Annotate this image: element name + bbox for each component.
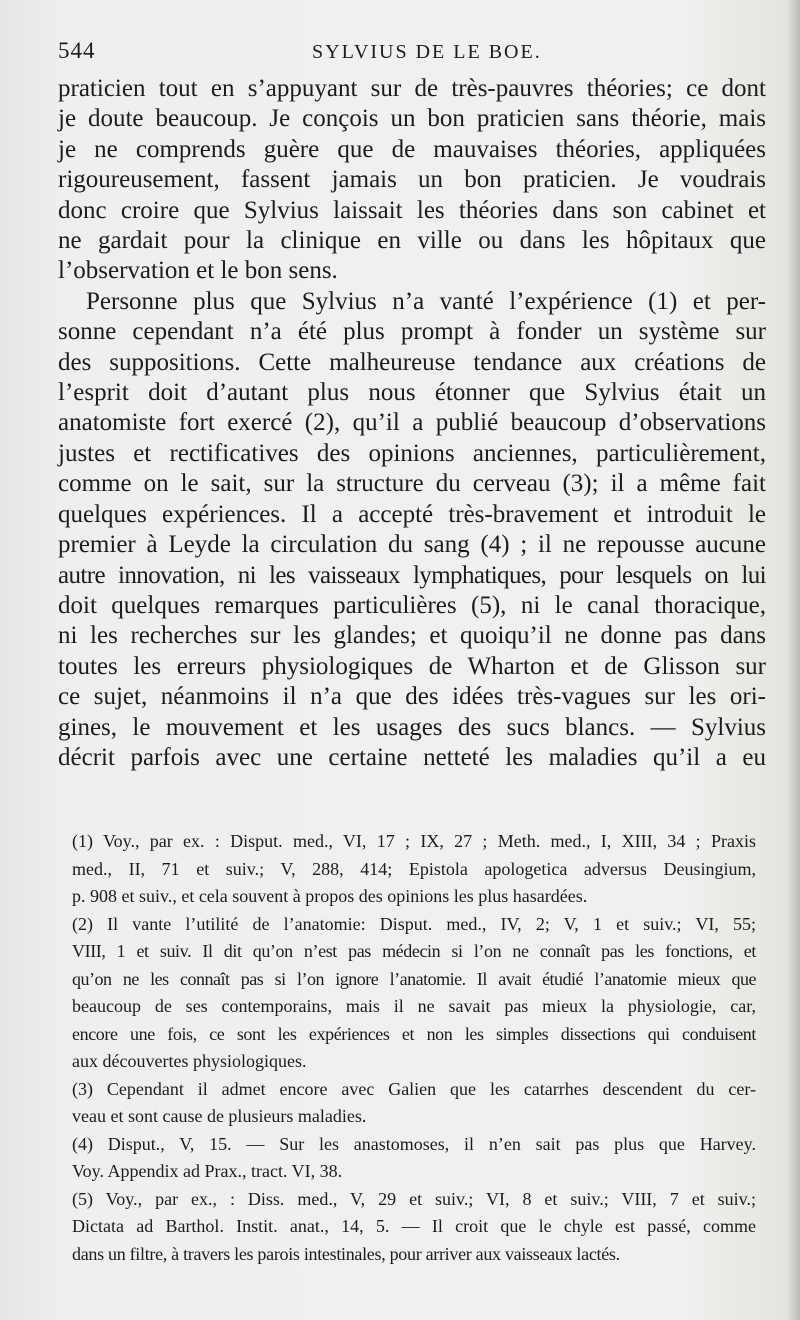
footnote-line: beaucoup de ses contemporains, mais il ne savait pas mieux la physiologie, car, xyxy=(72,996,756,1016)
footnote-line: med., II, 71 et suiv.; V, 288, 414; Epistola apologetica adversus Deusingium, xyxy=(72,858,756,879)
text-line: quelques expériences. Il a accepté très-bravement et introduit le xyxy=(58,500,766,528)
footnote-line: (5) Voy., par ex., : Diss. med., V, 29 et suiv.; VI, 8 et suiv.; VIII, 7 et suiv.; xyxy=(72,1188,756,1209)
text-line: l’esprit doit d’autant plus nous étonner que Sylvius était un xyxy=(58,379,766,407)
text-line: je doute beaucoup. Je conçois un bon praticien sans théorie, mais xyxy=(58,105,766,133)
text-line: toutes les erreurs physiologiques de Wharton et de Glisson sur xyxy=(58,652,766,680)
text-line: justes et rectificatives des opinions anciennes, particulièrement, xyxy=(58,439,766,467)
text-line: ne gardait pour la clinique en ville ou dans les hôpitaux que xyxy=(58,227,766,255)
page-edge-shadow xyxy=(786,0,800,1320)
text-line: praticien tout en s’appuyant sur de très-pauvres théories; ce dont xyxy=(58,75,766,102)
text-line: des suppositions. Cette malheureuse tendance aux créations de xyxy=(58,348,766,376)
text-line: donc croire que Sylvius laissait les théories dans son cabinet et xyxy=(58,196,766,224)
footnote-line: p. 908 et suiv., et cela souvent à propos des opinions les plus hasardées. xyxy=(72,886,588,906)
text-line: gines, le mouvement et les usages des sucs blancs. — Sylvius xyxy=(58,713,766,741)
footnotes xyxy=(72,828,756,1268)
text-line: sonne cependant n’a été plus prompt à fonder un système sur xyxy=(58,318,766,346)
text-line: doit quelques remarques particulières (5), ni le canal thoracique, xyxy=(58,591,766,619)
footnote-line: (4) Disput., V, 15. — Sur les anastomoses, il n’en sait pas plus que Harvey. xyxy=(72,1133,756,1154)
footnote-line: (3) Cependant il admet encore avec Galien que les catarrhes descendent du cer- xyxy=(72,1078,756,1099)
main-text xyxy=(58,74,766,773)
text-line: rigoureusement, fassent jamais un bon praticien. Je voudrais xyxy=(58,166,766,194)
text-line: je ne comprends guère que de mauvaises théories, appliquées xyxy=(58,135,766,163)
text-line: ce sujet, néanmoins il n’a que des idées très-vagues sur les ori- xyxy=(58,683,766,711)
footnote-line: dans un filtre, à travers les parois intestinales, pour arriver aux vaisseaux lactés. xyxy=(72,1243,620,1264)
text-line: l’observation et le bon sens. xyxy=(58,257,338,285)
text-line: comme on le sait, sur la structure du cerveau (3); il a même fait xyxy=(58,470,766,498)
footnote-line: encore une fois, ce sont les expériences et non les simples dissections qui conduisent xyxy=(72,1023,756,1044)
footnote-line: (1) Voy., par ex. : Disput. med., VI, 17 ; IX, 27 ; Meth. med., I, XIII, 34 ; Praxis xyxy=(72,831,756,851)
text-line: décrit parfois avec une certaine netteté les maladies qu’il a eu xyxy=(58,743,766,771)
footnote-line: VIII, 1 et suiv. Il dit qu’on n’est pas médecin si l’on ne connaît pas les fonctions, et xyxy=(72,941,756,961)
footnote-line: Voy. Appendix ad Prax., tract. VI, 38. xyxy=(72,1161,343,1181)
running-title: SYLVIUS DE LE BOE. xyxy=(312,41,542,63)
page-header xyxy=(58,38,758,68)
footnote-line: veau et sont cause de plusieurs maladies. xyxy=(72,1106,367,1126)
footnote-line: aux découvertes physiologiques. xyxy=(72,1051,307,1071)
footnote-line: Dictata ad Barthol. Instit. anat., 14, 5. — Il croit que le chyle est passé, comme xyxy=(72,1216,756,1236)
text-line: anatomiste fort exercé (2), qu’il a publié beaucoup d’observations xyxy=(58,409,766,437)
text-line: premier à Leyde la circulation du sang (4) ; il ne repousse aucune xyxy=(58,531,766,559)
page-number: 544 xyxy=(58,38,96,63)
footnote-line: (2) Il vante l’utilité de l’anatomie: Disput. med., IV, 2; V, 1 et suiv.; VI, 55; xyxy=(72,913,756,934)
text-line: autre innovation, ni les vaisseaux lymphatiques, pour lesquels on lui xyxy=(58,561,766,589)
footnote-line: qu’on ne les connaît pas si l’on ignore l’anatomie. Il avait étudié l’anatomie mieux que xyxy=(72,968,756,989)
text-line: Personne plus que Sylvius n’a vanté l’expérience (1) et per- xyxy=(86,287,766,315)
text-line: ni les recherches sur les glandes; et quoiqu’il ne donne pas dans xyxy=(58,622,766,650)
